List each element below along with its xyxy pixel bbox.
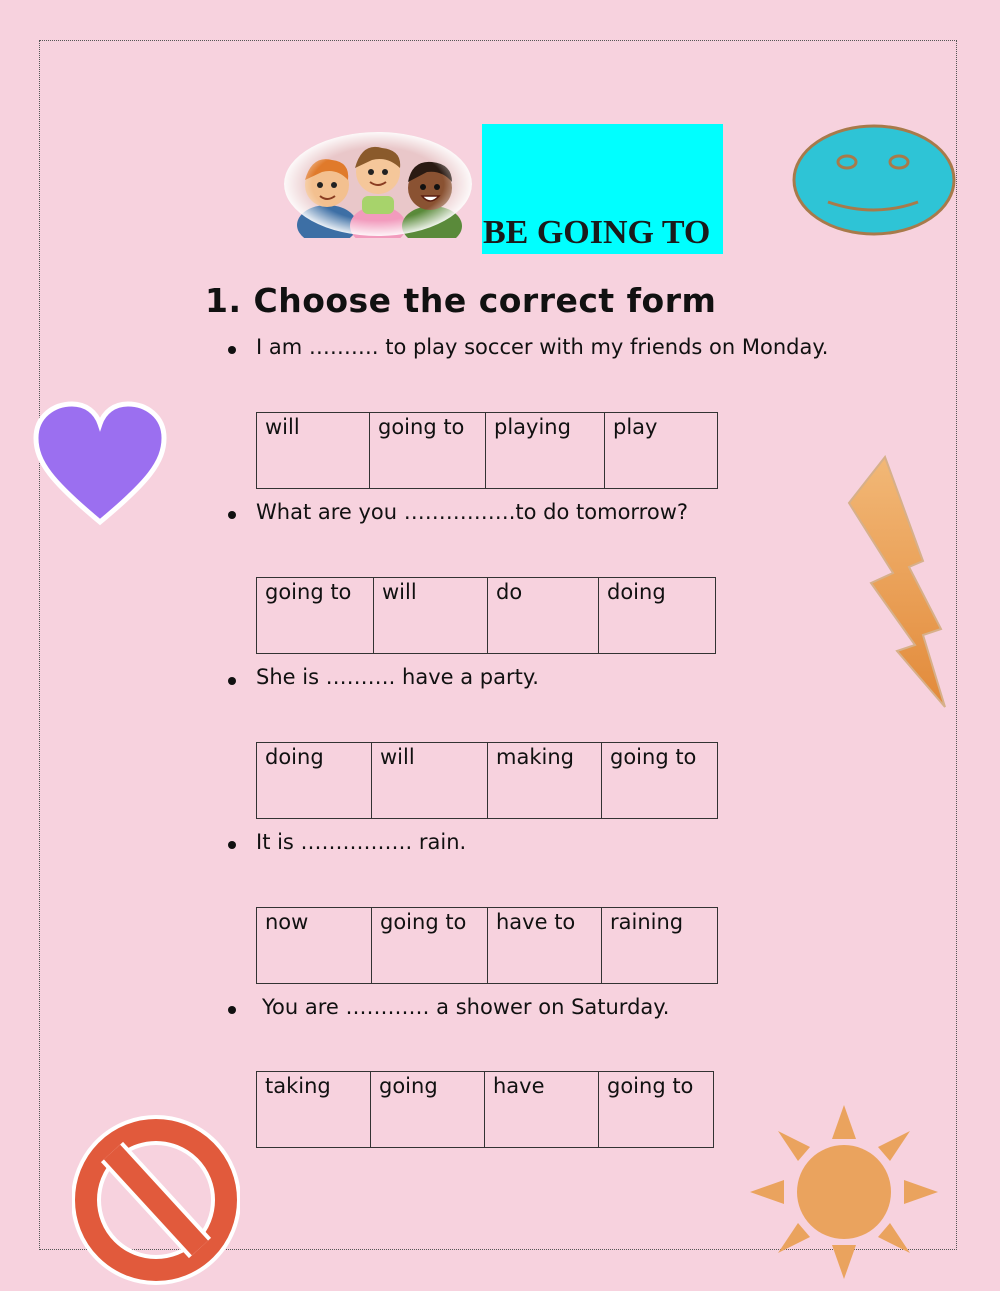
option-cell[interactable]: have [485,1072,599,1148]
bullet [228,841,236,849]
question-text: She is ………. have a party. [256,665,539,689]
bullet [228,511,236,519]
kids-picture [282,130,474,238]
exercise-heading: 1. Choose the correct form [205,281,717,320]
table-row [257,578,716,654]
question-text: What are you …………….to do tomorrow? [256,500,689,524]
option-cell[interactable]: making [488,743,602,819]
heart-icon [32,400,168,528]
option-cell[interactable]: going [371,1072,485,1148]
option-cell[interactable]: going to [599,1072,714,1148]
option-cell[interactable]: raining [602,908,718,984]
option-cell[interactable]: doing [257,743,372,819]
table-row [257,743,718,819]
table-row [257,908,718,984]
question-text: I am ………. to play soccer with my friends on Monday. [256,335,829,359]
bullet [228,1006,236,1014]
option-cell[interactable]: will [257,413,370,489]
option-cell[interactable]: have to [488,908,602,984]
option-cell[interactable]: going to [602,743,718,819]
sun-icon [748,1103,940,1281]
lightning-bolt-icon [845,455,950,710]
options-table [256,577,716,654]
options-table [256,742,718,819]
smiley-icon [790,122,958,238]
question-text: It is ……………. rain. [256,830,467,854]
option-cell[interactable]: doing [599,578,716,654]
option-cell[interactable]: going to [257,578,374,654]
options-table [256,907,718,984]
worksheet-title: BE GOING TO [483,214,711,251]
option-cell[interactable]: going to [370,413,486,489]
table-row [257,413,718,489]
option-cell[interactable]: playing [486,413,605,489]
option-cell[interactable]: do [488,578,599,654]
option-cell[interactable]: going to [372,908,488,984]
options-table [256,1071,714,1148]
table-row [257,1072,714,1148]
question-text: You are ………… a shower on Saturday. [262,995,670,1019]
option-cell[interactable]: play [605,413,718,489]
bullet [228,346,236,354]
bullet [228,677,236,685]
option-cell[interactable]: now [257,908,372,984]
options-table [256,412,718,489]
option-cell[interactable]: taking [257,1072,371,1148]
option-cell[interactable]: will [374,578,488,654]
option-cell[interactable]: will [372,743,488,819]
title-box [482,124,723,254]
no-sign-icon [72,1108,240,1291]
